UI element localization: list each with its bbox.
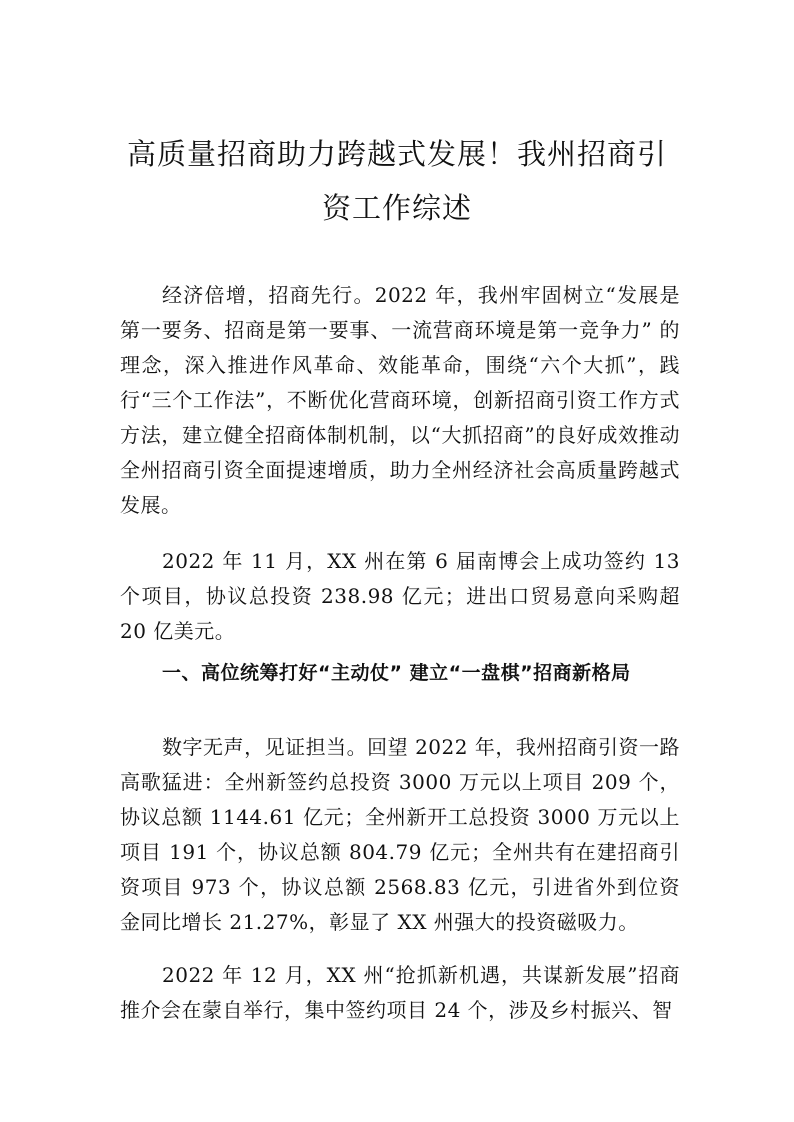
document-title-line-2: 资工作综述 bbox=[321, 191, 472, 225]
document-title-line-1: 高质量招商助力跨越式发展！我州招商引 bbox=[126, 137, 667, 171]
intro-paragraph: 经济倍增，招商先行。2022 年，我州牢固树立“发展是第一要务、招商是第一要事、一流营商环境是第一竞争力” 的理念，深入推进作风革命、效能革命，围绕“六个大抓”，践行“三个工作法”，不断优化营商环境，创新招商引资工作方式方法，建立健全招商体制机制，以“大抓招商”的良好成效推动全州招商引资全面提速增质，助力全州经济社会高质量跨越式发展。 bbox=[120, 283, 680, 517]
promotion-paragraph: 2022 年 12 月，XX 州“抢抓新机遇，共谋新发展”招商推介会在蒙自举行，集中签约项目 24 个，涉及乡村振兴、智 bbox=[120, 963, 680, 1022]
statistics-paragraph: 数字无声，见证担当。回望 2022 年，我州招商引资一路高歌猛进：全州新签约总投资 3000 万元以上项目 209 个，协议总额 1144.61 亿元；全州新开工总投资 3000 万元以上项目 191 个，协议总额 804.79 亿元；全州共有在建招商引资项目 973 个，协议总额 2568.83 亿元，引进省外到位资金同比增长 21.27%，彰显了 XX 州强大的投资磁吸力。 bbox=[120, 735, 680, 934]
section-heading: 一、高位统筹打好“主动仗” 建立“一盘棋”招商新格局 bbox=[162, 662, 631, 684]
expo-paragraph: 2022 年 11 月，XX 州在第 6 届南博会上成功签约 13 个项目，协议总投资 238.98 亿元；进出口贸易意向采购超 20 亿美元。 bbox=[120, 549, 680, 643]
